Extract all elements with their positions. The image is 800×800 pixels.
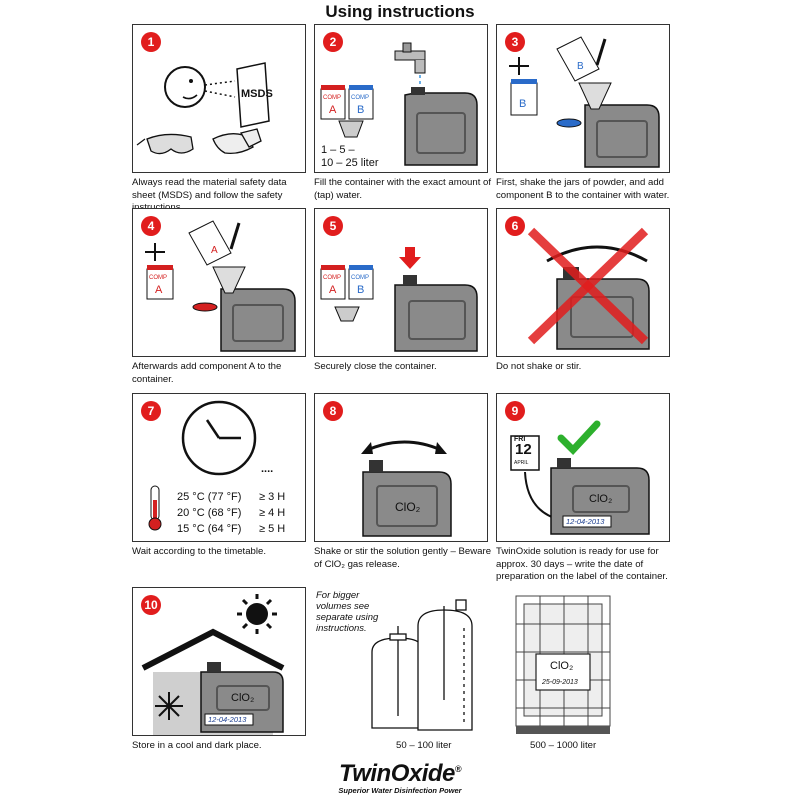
step-2-panel <box>314 24 488 173</box>
step-3-caption: First, shake the jars of powder, and add component B to the container with water. <box>496 177 670 201</box>
date-label: 12-04-2013 <box>208 715 247 724</box>
bigger-volumes-note: For bigger volumes see separate using instructions. <box>316 590 379 634</box>
svg-text:COMP: COMP <box>351 275 369 281</box>
tote-caption: 500 – 1000 liter <box>530 740 597 751</box>
timetable-temp-3: 15 °C (64 °F) <box>177 523 242 535</box>
step-2-caption: Fill the container with the exact amount of (tap) water. <box>314 177 492 201</box>
clock-icon <box>183 402 255 474</box>
canister-icon <box>213 267 295 351</box>
shake-gently-illustration <box>315 394 488 542</box>
date-label: 12-04-2013 <box>566 517 605 526</box>
shake-arrows-icon <box>509 57 529 75</box>
step-4-panel <box>132 208 306 357</box>
logo-reg: ® <box>454 764 462 774</box>
down-arrow-icon <box>399 247 421 269</box>
shake-arrows-icon <box>145 243 165 261</box>
timetable-time-3: ≥ 5 H <box>259 523 286 535</box>
step-number-badge: 8 <box>323 401 343 421</box>
step-number-badge: 1 <box>141 32 161 52</box>
svg-text:COMP: COMP <box>351 95 369 101</box>
comp-a-jar-icon <box>321 85 345 119</box>
canister-icon <box>579 83 659 167</box>
volume-line-2: 10 – 25 liter <box>321 157 379 169</box>
comp-a-jar-icon <box>147 265 173 299</box>
svg-text:COMP: COMP <box>149 275 167 281</box>
step-1-panel <box>132 24 306 173</box>
tote-clo2-label: ClO₂ <box>550 660 574 672</box>
step-8-caption: Shake or stir the solution gently – Beware of ClO₂ gas release. <box>314 546 492 570</box>
calendar-month: APRIL <box>514 460 529 466</box>
step-number-badge: 7 <box>141 401 161 421</box>
twinoxide-logo <box>0 760 800 795</box>
pouring-jar-icon <box>189 221 231 265</box>
clo2-label: ClO₂ <box>589 493 613 505</box>
close-container-illustration <box>315 209 488 357</box>
clo2-label: ClO₂ <box>231 692 255 704</box>
add-component-b-illustration <box>497 25 670 173</box>
volume-line-1: 1 – 5 – <box>321 144 355 156</box>
clo2-label: ClO₂ <box>395 500 421 514</box>
comp-b-jar-icon <box>511 79 537 115</box>
svg-text:B: B <box>357 104 365 116</box>
step-7-caption: Wait according to the timetable. <box>132 546 267 557</box>
small-tank-caption: 50 – 100 liter <box>396 740 452 751</box>
gloves-icon <box>213 129 261 153</box>
svg-text:COMP: COMP <box>323 95 341 101</box>
gentle-shake-arrow-icon <box>361 442 447 454</box>
svg-text:B: B <box>577 61 584 72</box>
timetable-temp-2: 20 °C (68 °F) <box>177 507 242 519</box>
pour-arrow-icon <box>231 223 239 249</box>
step-6-panel <box>496 208 670 357</box>
step-9-caption: TwinOxide solution is ready for use for approx. 30 days – write the date of preparation on the label of the container. <box>496 546 668 582</box>
canister-icon <box>395 275 477 351</box>
svg-text:B: B <box>519 98 527 110</box>
msds-document-icon <box>237 63 273 127</box>
svg-text:COMP: COMP <box>323 275 341 281</box>
tote-date-label: 25-09-2013 <box>542 679 578 686</box>
svg-text:A: A <box>211 245 218 256</box>
step-7-panel <box>132 393 306 542</box>
canister-icon <box>405 87 477 165</box>
timetable-temp-1: 25 °C (77 °F) <box>177 491 242 503</box>
step-9-panel <box>496 393 670 542</box>
step-5-panel <box>314 208 488 357</box>
step-number-badge: 3 <box>505 32 525 52</box>
checkmark-icon <box>561 424 597 450</box>
calendar-date: 12 <box>515 441 532 458</box>
safety-glasses-icon <box>137 134 193 153</box>
calendar-day: FRI <box>514 436 526 443</box>
step-number-badge: 4 <box>141 216 161 236</box>
step-6-caption: Do not shake or stir. <box>496 361 582 372</box>
svg-text:A: A <box>155 284 163 296</box>
read-msds-illustration <box>133 25 306 173</box>
tank-large-icon <box>418 600 472 730</box>
step-10-panel <box>132 587 306 736</box>
tank-small-icon <box>372 626 424 728</box>
step-1-caption: Always read the material safety data sheet (MSDS) and follow the safety <box>132 177 287 201</box>
add-component-a-illustration <box>133 209 306 357</box>
pouring-jar-icon <box>557 37 599 81</box>
funnel-icon <box>339 121 363 137</box>
snowflake-icon <box>155 692 183 720</box>
step-number-badge: 9 <box>505 401 525 421</box>
svg-text:A: A <box>329 284 337 296</box>
thermometer-icon <box>149 486 161 530</box>
timetable-time-2: ≥ 4 H <box>259 507 286 519</box>
clock-dots: .... <box>261 463 274 475</box>
msds-label: MSDS <box>241 88 273 100</box>
step-8-panel <box>314 393 488 542</box>
jar-lid-icon <box>557 119 581 127</box>
step-number-badge: 5 <box>323 216 343 236</box>
page-title: Using instructions <box>325 2 475 21</box>
step-number-badge: 6 <box>505 216 525 236</box>
canister-icon <box>363 460 451 536</box>
step-10-caption: Store in a cool and dark place. <box>132 740 262 751</box>
sun-icon <box>237 594 277 634</box>
step-number-badge: 10 <box>141 595 161 615</box>
large-tanks-illustration <box>360 596 488 736</box>
tap-icon <box>395 43 425 89</box>
logo-name: TwinOxide <box>338 760 455 787</box>
comp-b-jar-icon <box>349 85 373 119</box>
comp-b-jar-icon <box>349 265 373 299</box>
jar-lid-icon <box>193 303 217 311</box>
step-3-panel <box>496 24 670 173</box>
step-number-badge: 2 <box>323 32 343 52</box>
step-4-caption: Afterwards add component A to the container. <box>132 361 282 385</box>
pour-arrow-icon <box>597 39 605 65</box>
do-not-shake-illustration <box>497 209 670 357</box>
funnel-icon <box>335 307 359 321</box>
step-5-caption: Securely close the container. <box>314 361 437 372</box>
face-icon <box>165 67 205 107</box>
logo-tagline: Superior Water Disinfection Power <box>338 786 462 795</box>
svg-text:A: A <box>329 104 337 116</box>
svg-text:B: B <box>357 284 365 296</box>
timetable-time-1: ≥ 3 H <box>259 491 286 503</box>
comp-a-jar-icon <box>321 265 345 299</box>
